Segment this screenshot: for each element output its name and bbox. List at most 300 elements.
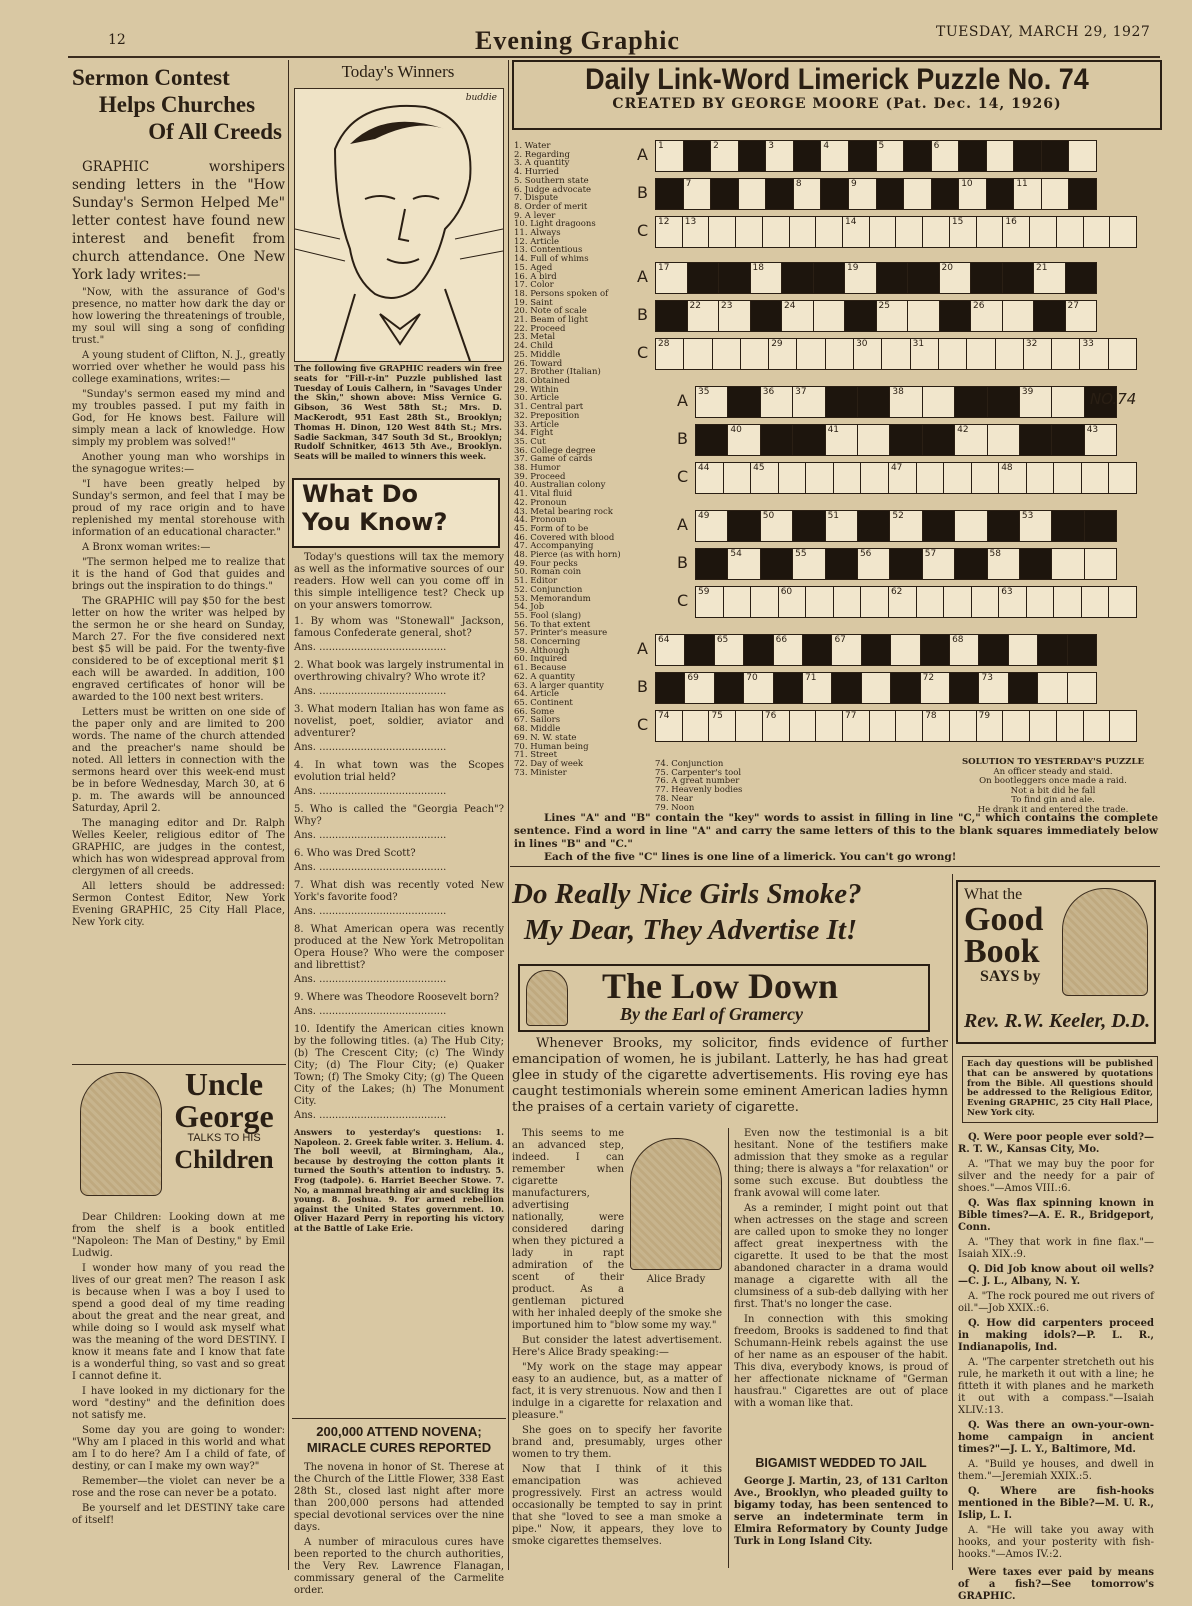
- puzzle-cell[interactable]: [1030, 711, 1057, 741]
- puzzle-cell[interactable]: [744, 673, 773, 703]
- puzzle-cell[interactable]: [904, 179, 932, 209]
- puzzle-cell-number: 74: [658, 711, 670, 721]
- puzzle-cell[interactable]: [1109, 339, 1136, 369]
- puzzle-cell[interactable]: [1054, 463, 1082, 493]
- puzzle-cell[interactable]: [1110, 711, 1136, 741]
- puzzle-row-label: B: [637, 183, 648, 202]
- puzzle-clue: 1. Water: [514, 141, 551, 151]
- puzzle-cell[interactable]: [987, 141, 1015, 171]
- puzzle-cell[interactable]: [736, 217, 763, 247]
- puzzle-cell[interactable]: [1003, 217, 1030, 247]
- puzzle-cell[interactable]: [1034, 301, 1066, 331]
- puzzle-cell[interactable]: [688, 263, 720, 293]
- puzzle-cell[interactable]: [999, 463, 1027, 493]
- uncle-george-portrait: [80, 1072, 162, 1196]
- puzzle-cell[interactable]: [816, 711, 843, 741]
- puzzle-cell[interactable]: [861, 587, 889, 617]
- puzzle-cell[interactable]: [988, 511, 1020, 541]
- puzzle-instructions: Lines "A" and "B" contain the "key" words to assist in filling in line "C," which contains the complete sentence. Find a word in line "A" and carry the same letters of this to the blank squares immediately below in lines "B" and "C." Each of the five "C" lines is one line of a limerick. You can't go wrong!: [514, 812, 1158, 863]
- puzzle-cell[interactable]: [1082, 463, 1110, 493]
- puzzle-clue: 22. Proceed: [514, 323, 566, 334]
- puzzle-cell[interactable]: [870, 711, 897, 741]
- puzzle-cell[interactable]: [944, 587, 972, 617]
- puzzle-cell[interactable]: [988, 387, 1020, 417]
- puzzle-cell[interactable]: [751, 587, 779, 617]
- puzzle-cell[interactable]: [656, 711, 683, 741]
- bigamist-headline: BIGAMIST WEDDED TO JAIL: [755, 1456, 927, 1470]
- puzzle-cell[interactable]: [889, 463, 917, 493]
- puzzle-cell-number: 78: [925, 711, 937, 721]
- puzzle-row-label: C: [677, 467, 689, 486]
- puzzle-cell[interactable]: [1024, 339, 1052, 369]
- puzzle-row-label: C: [637, 715, 649, 734]
- puzzle-cell-number: 41: [827, 425, 840, 435]
- puzzle-cell[interactable]: [790, 711, 817, 741]
- puzzle-cell[interactable]: [923, 549, 955, 579]
- puzzle-cell[interactable]: [728, 425, 760, 455]
- puzzle-cell[interactable]: [832, 635, 861, 665]
- puzzle-cell[interactable]: [917, 463, 945, 493]
- puzzle-cell[interactable]: [761, 549, 793, 579]
- puzzle-cell[interactable]: [806, 587, 834, 617]
- puzzle-cell[interactable]: [950, 673, 979, 703]
- puzzle-cell[interactable]: [779, 463, 807, 493]
- puzzle-cell[interactable]: [1084, 711, 1111, 741]
- puzzle-cell-number: 62: [890, 587, 903, 597]
- puzzle-cell[interactable]: [979, 673, 1008, 703]
- puzzle-cell[interactable]: [877, 179, 905, 209]
- puzzle-cell[interactable]: [696, 587, 724, 617]
- puzzle-cell[interactable]: [814, 263, 846, 293]
- puzzle-cell[interactable]: [940, 263, 972, 293]
- puzzle-cell[interactable]: [793, 425, 825, 455]
- puzzle-cell[interactable]: [774, 673, 803, 703]
- puzzle-cell[interactable]: [794, 179, 822, 209]
- puzzle-clue: 20. Note of scale: [514, 306, 587, 317]
- puzzle-cell[interactable]: [821, 141, 849, 171]
- puzzle-cell-number: 73: [981, 673, 993, 683]
- puzzle-cell[interactable]: [766, 179, 794, 209]
- puzzle-cell[interactable]: [741, 339, 769, 369]
- puzzle-cell[interactable]: [904, 141, 932, 171]
- puzzle-cell[interactable]: [1020, 387, 1052, 417]
- puzzle-clue: 9. A lever: [514, 210, 556, 221]
- puzzle-cell[interactable]: [724, 463, 752, 493]
- puzzle-row-label: A: [677, 515, 688, 534]
- puzzle-cell-number: 38: [892, 387, 904, 397]
- puzzle-cell[interactable]: [1068, 635, 1096, 665]
- puzzle-cell[interactable]: [719, 263, 751, 293]
- puzzle-cell[interactable]: [889, 587, 917, 617]
- puzzle-cell[interactable]: [882, 339, 910, 369]
- puzzle-cell[interactable]: [684, 141, 712, 171]
- puzzle-cell-number: 53: [1021, 511, 1034, 521]
- puzzle-cell[interactable]: [1003, 263, 1035, 293]
- puzzle-cell[interactable]: [739, 179, 767, 209]
- puzzle-cell[interactable]: [696, 425, 728, 455]
- puzzle-cell[interactable]: [688, 301, 720, 331]
- puzzle-cell[interactable]: [656, 673, 685, 703]
- puzzle-clue: 4. Hurried: [514, 167, 560, 178]
- puzzle-cell[interactable]: [1020, 549, 1052, 579]
- puzzle-clue: 63. A larger quantity: [514, 680, 604, 691]
- puzzle-cell[interactable]: [890, 549, 922, 579]
- puzzle-cell[interactable]: [950, 635, 979, 665]
- puzzle-cell[interactable]: [955, 511, 987, 541]
- puzzle-cell[interactable]: [1069, 141, 1096, 171]
- puzzle-cell[interactable]: [1014, 141, 1042, 171]
- puzzle-cell[interactable]: [834, 587, 862, 617]
- puzzle-cell[interactable]: [891, 673, 920, 703]
- puzzle-cell[interactable]: [826, 339, 854, 369]
- puzzle-cell[interactable]: [944, 463, 972, 493]
- puzzle-cell[interactable]: [826, 425, 858, 455]
- puzzle-cell[interactable]: [832, 673, 861, 703]
- puzzle-grid-row: [655, 338, 1137, 370]
- puzzle-cell-number: 2: [713, 141, 719, 151]
- puzzle-cell[interactable]: [854, 339, 882, 369]
- puzzle-cell-number: 25: [878, 301, 890, 311]
- puzzle-clue: 54. Job: [514, 602, 545, 613]
- puzzle-cell[interactable]: [932, 179, 960, 209]
- puzzle-cell[interactable]: [751, 263, 783, 293]
- puzzle-cell-number: 26: [973, 301, 985, 311]
- puzzle-cell[interactable]: [1042, 179, 1070, 209]
- puzzle-grid-row: [655, 262, 1097, 294]
- puzzle-cell[interactable]: [1038, 673, 1067, 703]
- puzzle-cell[interactable]: [890, 425, 922, 455]
- puzzle-row-label: A: [637, 267, 648, 286]
- puzzle-cell[interactable]: [826, 549, 858, 579]
- puzzle-cell[interactable]: [849, 141, 877, 171]
- puzzle-cell-number: 19: [847, 263, 859, 273]
- puzzle-cell-number: 45: [753, 463, 765, 473]
- puzzle-cell[interactable]: [821, 179, 849, 209]
- puzzle-cell[interactable]: [728, 549, 760, 579]
- puzzle-cell[interactable]: [1014, 179, 1042, 209]
- puzzle-cell[interactable]: [1080, 339, 1108, 369]
- puzzle-cell[interactable]: [977, 711, 1004, 741]
- goodbook-answer: A. "He will take you away with hooks, and your posterity with fish-hooks."—Amos IV.:2.: [958, 1525, 1154, 1560]
- puzzle-cell[interactable]: [843, 711, 870, 741]
- puzzle-cell[interactable]: [858, 387, 890, 417]
- puzzle-cell[interactable]: [1066, 263, 1097, 293]
- puzzle-cell[interactable]: [923, 387, 955, 417]
- goodbook-question: Q. Was flax spinning known in Bible times?—A. E. R., Bridgeport, Conn.: [958, 1198, 1154, 1233]
- puzzle-cell[interactable]: [696, 549, 728, 579]
- masthead-rule: [68, 56, 1160, 58]
- winners-caption: The following five GRAPHIC readers win free seats for "Fill-r-in" Puzzle published last Tuesday of Louis Calhern, in "Savages Under the Skin," shown above: Miss Vernice G. Gibson, 36 West 58th St.; Mrs. D. MacKerodt, 951 East 28th St., Brooklyn; Thomas H. Dinon, 120 West 84th St.; Mrs. Sadie Sackman, 347 South 3d St., Brooklyn; Rudolf Schnitker, 4613 5th Ave., Brooklyn. Seats will be mailed to winners this week.: [294, 363, 502, 462]
- keeler-portrait: [1062, 888, 1148, 996]
- puzzle-cell[interactable]: [763, 217, 790, 247]
- puzzle-cell[interactable]: [656, 141, 684, 171]
- puzzle-cell[interactable]: [896, 217, 923, 247]
- lowdown-col1: Alice Brady This seems to me an advanced step, indeed. I can remember when cigarette manufacturers, advertising nationally, were considered daring when they pictured a lady in rapt admiration of the scent of their product. As a gentleman pictured with her inhaled deeply of the smoke she importuned him to "blow some my way." But consider the latest advertisement. Here's Alice Brady speaking:— "My work on the stage may appear easy to an audience, but, as a matter of fact, it is very strenuous. Now and then I indulge in a cigarette for relaxation and pleasure." She goes on to specify her favorite brand and, presumably, urges other women to try them. Now that I think of it this emancipation was achieved progressively. First an actress would occasionally be tempted to say in print that she "loved to see a man smoke a pipe." Now, it appears, they love to smoke cigarettes themselves.: [512, 1128, 722, 1547]
- puzzle-cell[interactable]: [890, 387, 922, 417]
- puzzle-cell[interactable]: [656, 635, 685, 665]
- puzzle-cell[interactable]: [656, 217, 683, 247]
- puzzle-cell[interactable]: [1110, 217, 1136, 247]
- puzzle-cell[interactable]: [972, 587, 1000, 617]
- puzzle-cell[interactable]: [845, 301, 877, 331]
- puzzle-cell[interactable]: [1109, 587, 1136, 617]
- puzzle-cell[interactable]: [967, 339, 995, 369]
- puzzle-cell[interactable]: [1052, 511, 1084, 541]
- puzzle-cell[interactable]: [685, 635, 714, 665]
- puzzle-cell[interactable]: [656, 301, 688, 331]
- puzzle-cell[interactable]: [719, 301, 751, 331]
- puzzle-cell[interactable]: [803, 673, 832, 703]
- puzzle-cell[interactable]: [696, 511, 728, 541]
- puzzle-cell[interactable]: [806, 463, 834, 493]
- puzzle-cell[interactable]: [711, 179, 739, 209]
- puzzle-row-label: B: [637, 305, 648, 324]
- puzzle-cell[interactable]: [724, 587, 752, 617]
- lowdown-col2: Even now the testimonial is a bit hesitant. None of the testifiers make admission that they smoke as a regular thing; there is always a "for relaxation" or some such excuse. But doubtless the frank avowal will come later. As a reminder, I might point out that when actresses on the stage and screen are called upon to smoke they no longer affect great inexpertness with the cigarette. It used to be that the most abandoned character in a drama would manage a cigarette with all the clumsiness of a sub-deb dallying with her first. That's no longer the case. In connection with this smoking freedom, Brooks is saddened to find that Schumann-Heink rebels against the use of her name as an espouser of the habit. This diva, everybody knows, is proud of her affectionate nickname of "German hausfrau." Cigarettes are out of place with a woman like that.: [734, 1128, 948, 1409]
- puzzle-cell-number: 40: [730, 425, 742, 435]
- puzzle-cell[interactable]: [728, 387, 760, 417]
- puzzle-cell[interactable]: [1057, 217, 1084, 247]
- puzzle-cell-number: 55: [795, 549, 807, 559]
- puzzle-cell-number: 47: [890, 463, 903, 473]
- puzzle-cell[interactable]: [979, 635, 1008, 665]
- puzzle-cell[interactable]: [959, 141, 987, 171]
- puzzle-cell[interactable]: [971, 301, 1003, 331]
- puzzle-cell[interactable]: [1027, 587, 1055, 617]
- puzzle-cell[interactable]: [972, 463, 1000, 493]
- puzzle-cell[interactable]: [877, 301, 909, 331]
- puzzle-clue: 49. Four pecks: [514, 558, 578, 569]
- puzzle-cell[interactable]: [932, 141, 960, 171]
- puzzle-cell[interactable]: [1052, 425, 1084, 455]
- puzzle-cell[interactable]: [826, 387, 858, 417]
- puzzle-cell[interactable]: [782, 301, 814, 331]
- puzzle-cell[interactable]: [711, 141, 739, 171]
- puzzle-cell[interactable]: [988, 549, 1020, 579]
- puzzle-cell[interactable]: [744, 635, 773, 665]
- puzzle-clue: 67. Sailors: [514, 715, 561, 726]
- puzzle-cell[interactable]: [1034, 263, 1066, 293]
- puzzle-cell[interactable]: [685, 673, 714, 703]
- puzzle-clue: 46. Covered with blood: [514, 532, 615, 543]
- puzzle-cell[interactable]: [713, 339, 741, 369]
- puzzle-cell[interactable]: [858, 511, 890, 541]
- puzzle-cell[interactable]: [1027, 463, 1055, 493]
- puzzle-cell[interactable]: [861, 463, 889, 493]
- puzzle-cell[interactable]: [790, 217, 817, 247]
- puzzle-clue: 65. Continent: [514, 698, 573, 708]
- puzzle-clue: 7. Dispute: [514, 193, 559, 204]
- puzzle-cell[interactable]: [908, 263, 940, 293]
- puzzle-cell[interactable]: [751, 463, 779, 493]
- puzzle-clue: 12. Article: [514, 236, 560, 247]
- puzzle-cell[interactable]: [816, 217, 843, 247]
- puzzle-cell[interactable]: [766, 141, 794, 171]
- puzzle-cell[interactable]: [849, 179, 877, 209]
- puzzle-cell[interactable]: [870, 217, 897, 247]
- puzzle-cell[interactable]: [1042, 141, 1070, 171]
- puzzle-cell[interactable]: [794, 141, 822, 171]
- puzzle-cell[interactable]: [858, 549, 890, 579]
- puzzle-cell[interactable]: [908, 301, 940, 331]
- puzzle-cell-number: 66: [775, 635, 788, 645]
- puzzle-cell[interactable]: [683, 217, 710, 247]
- puzzle-cell[interactable]: [782, 263, 814, 293]
- puzzle-cell[interactable]: [862, 673, 891, 703]
- puzzle-cell[interactable]: [1068, 673, 1096, 703]
- puzzle-cell[interactable]: [656, 263, 688, 293]
- puzzle-cell[interactable]: [971, 263, 1003, 293]
- puzzle-cell[interactable]: [684, 339, 712, 369]
- puzzle-cell[interactable]: [763, 711, 790, 741]
- winners-caricature: [294, 88, 504, 362]
- puzzle-cell-number: 29: [771, 339, 783, 349]
- puzzle-cell[interactable]: [656, 179, 684, 209]
- puzzle-cell[interactable]: [1084, 217, 1111, 247]
- puzzle-cell[interactable]: [803, 635, 832, 665]
- puzzle-cell[interactable]: [911, 339, 939, 369]
- puzzle-cell[interactable]: [921, 673, 950, 703]
- puzzle-cell[interactable]: [793, 387, 825, 417]
- puzzle-cell[interactable]: [761, 511, 793, 541]
- puzzle-cell[interactable]: [959, 179, 987, 209]
- puzzle-cell-number: 5: [878, 141, 885, 151]
- puzzle-cell[interactable]: [923, 425, 955, 455]
- puzzle-clue: 31. Central part: [514, 402, 584, 413]
- puzzle-cell[interactable]: [684, 179, 712, 209]
- puzzle-cell[interactable]: [709, 711, 736, 741]
- puzzle-cell[interactable]: [891, 635, 920, 665]
- puzzle-cell[interactable]: [955, 425, 987, 455]
- puzzle-clue: 18. Persons spoken of: [514, 288, 609, 299]
- puzzle-cell[interactable]: [1082, 587, 1110, 617]
- puzzle-cell[interactable]: [1003, 711, 1030, 741]
- puzzle-cell[interactable]: [1009, 673, 1038, 703]
- puzzle-cell[interactable]: [793, 549, 825, 579]
- puzzle-cell[interactable]: [862, 635, 891, 665]
- puzzle-clue: 41. Vital fluid: [514, 489, 573, 500]
- puzzle-cell[interactable]: [793, 511, 825, 541]
- puzzle-cell[interactable]: [826, 511, 858, 541]
- puzzle-cell[interactable]: [1066, 301, 1097, 331]
- puzzle-subtitle: CREATED BY GEORGE MOORE (Pat. Dec. 14, 1926): [612, 96, 1062, 112]
- puzzle-cell[interactable]: [940, 301, 972, 331]
- uncle-george-body: Dear Children: Looking down at me from the shelf is a book entitled "Napoleon: The Man of Destiny," by Emil Ludwig. I wonder how many of you read the lives of our great men? The reason I ask is because when I was a boy I used to spend a good deal of my time reading about the great and the near great, and while doing so I would ask myself what was the meaning of the word DESTINY. I know it means fate and I know that fate is a wonderful thing, so vast and so great I cannot define it. I have looked in my dictionary for the word "destiny" and the definition does not satisfy me. Some day you are going to wonder: "Why am I placed in this world and what am I to do here? Am I a child of fate, of destiny, or can I make my own way?" Remember—the violet can never be a rose and the rose can never be a potato. Be yourself and let DESTINY take care of itself!: [72, 1212, 285, 1526]
- puzzle-cell[interactable]: [988, 425, 1020, 455]
- puzzle-cell[interactable]: [769, 339, 797, 369]
- puzzle-cell[interactable]: [751, 301, 783, 331]
- puzzle-cell[interactable]: [955, 387, 987, 417]
- puzzle-cell[interactable]: [1085, 549, 1116, 579]
- puzzle-cell[interactable]: [814, 301, 846, 331]
- puzzle-cell[interactable]: [728, 511, 760, 541]
- puzzle-cell-number: 58: [989, 549, 1001, 559]
- puzzle-cell[interactable]: [939, 339, 967, 369]
- puzzle-cell[interactable]: [1020, 425, 1052, 455]
- puzzle-cell[interactable]: [696, 463, 724, 493]
- puzzle-side-label: NO.74: [1090, 390, 1137, 408]
- puzzle-cell[interactable]: [1030, 217, 1057, 247]
- puzzle-clue: 38. Humor: [514, 463, 561, 474]
- puzzle-cell[interactable]: [923, 711, 950, 741]
- puzzle-cell[interactable]: [950, 217, 977, 247]
- puzzle-clue: 57. Printer's measure: [514, 628, 608, 639]
- puzzle-clue: 76. A great number: [655, 776, 740, 787]
- goodbook-qa: [958, 1132, 1154, 1606]
- puzzle-grid-row: [655, 178, 1097, 210]
- puzzle-cell[interactable]: [1052, 339, 1080, 369]
- puzzle-cell[interactable]: [877, 263, 909, 293]
- puzzle-cell[interactable]: [656, 339, 684, 369]
- puzzle-cell[interactable]: [977, 217, 1004, 247]
- puzzle-clue: 27. Brother (Italian): [514, 367, 601, 378]
- puzzle-cell[interactable]: [1052, 549, 1084, 579]
- puzzle-cell[interactable]: [1038, 635, 1067, 665]
- puzzle-cell[interactable]: [1009, 635, 1038, 665]
- puzzle-cell[interactable]: [1054, 587, 1082, 617]
- puzzle-cell[interactable]: [1085, 425, 1116, 455]
- puzzle-clue: 73. Minister: [514, 767, 567, 778]
- puzzle-cell[interactable]: [845, 263, 877, 293]
- puzzle-cell[interactable]: [996, 339, 1024, 369]
- uncle-george-title: Uncle George TALKS TO HIS Children: [174, 1066, 274, 1174]
- puzzle-cell[interactable]: [917, 587, 945, 617]
- puzzle-cell[interactable]: [715, 635, 744, 665]
- wdyk-title: What Do You Know?: [302, 480, 448, 536]
- puzzle-cell[interactable]: [1003, 301, 1035, 331]
- puzzle-cell[interactable]: [1057, 711, 1084, 741]
- alice-brady-photo-wrap: [630, 1138, 722, 1294]
- puzzle-cell[interactable]: [1069, 179, 1096, 209]
- puzzle-cell[interactable]: [1085, 511, 1116, 541]
- puzzle-cell[interactable]: [736, 711, 763, 741]
- puzzle-cell[interactable]: [923, 217, 950, 247]
- puzzle-grid-row: [695, 548, 1117, 580]
- puzzle-clue: 21. Beam of light: [514, 315, 589, 326]
- puzzle-cell[interactable]: [923, 511, 955, 541]
- puzzle-cell[interactable]: [761, 425, 793, 455]
- puzzle-clue: 69. N. W. state: [514, 732, 577, 743]
- puzzle-cell[interactable]: [955, 549, 987, 579]
- puzzle-cell[interactable]: [739, 141, 767, 171]
- puzzle-cell[interactable]: [999, 587, 1027, 617]
- puzzle-clue: 13. Contentious: [514, 245, 583, 256]
- puzzle-cell[interactable]: [696, 387, 728, 417]
- puzzle-cell[interactable]: [709, 217, 736, 247]
- puzzle-cell[interactable]: [779, 587, 807, 617]
- puzzle-cell[interactable]: [987, 179, 1015, 209]
- puzzle-cell[interactable]: [921, 635, 950, 665]
- puzzle-cell[interactable]: [834, 463, 862, 493]
- puzzle-cell[interactable]: [715, 673, 744, 703]
- puzzle-cell[interactable]: [858, 425, 890, 455]
- puzzle-cell[interactable]: [950, 711, 977, 741]
- puzzle-cell[interactable]: [1020, 511, 1052, 541]
- puzzle-cell[interactable]: [896, 711, 923, 741]
- puzzle-cell[interactable]: [797, 339, 825, 369]
- puzzle-cell[interactable]: [683, 711, 710, 741]
- puzzle-cell[interactable]: [877, 141, 905, 171]
- puzzle-cell[interactable]: [890, 511, 922, 541]
- puzzle-cell[interactable]: [761, 387, 793, 417]
- puzzle-cell-number: 16: [1005, 217, 1017, 227]
- puzzle-cell-number: 6: [933, 141, 940, 151]
- puzzle-cell[interactable]: [843, 217, 870, 247]
- puzzle-cell-number: 35: [698, 387, 710, 397]
- puzzle-cell[interactable]: [1052, 387, 1084, 417]
- puzzle-cell[interactable]: [774, 635, 803, 665]
- puzzle-cell[interactable]: [1109, 463, 1136, 493]
